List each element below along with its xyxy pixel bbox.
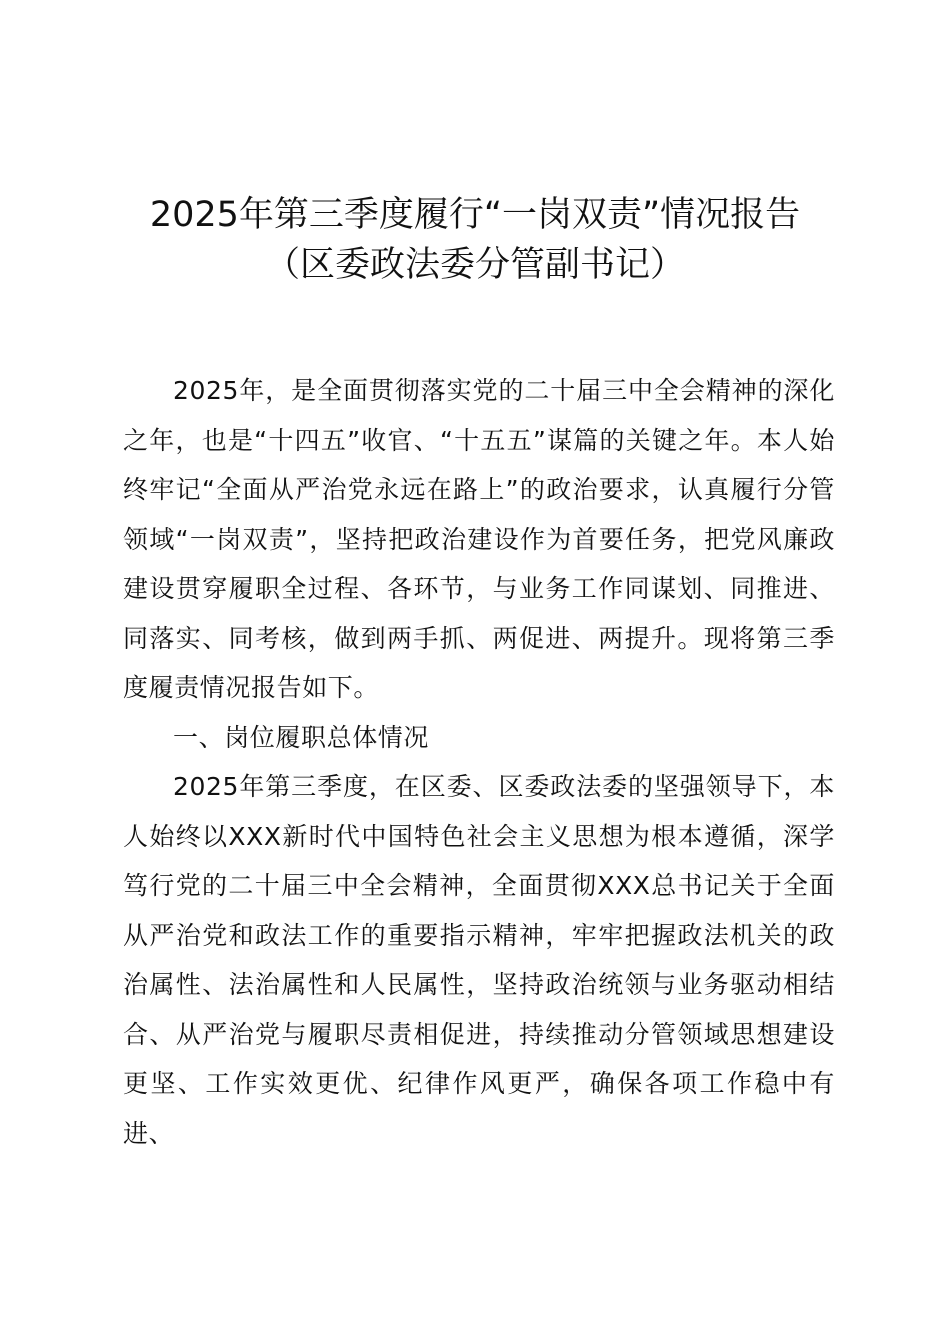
document-body — [123, 366, 835, 1158]
title-line-1: 2025年第三季度履行“一岗双责”情况报告 — [149, 195, 801, 235]
title-line-2: （区委政法委分管副书记） — [264, 245, 685, 285]
section-heading-1: 一、岗位履职总体情况 — [173, 722, 430, 752]
section-1-paragraph: 2025年第三季度，在区委、区委政法委的坚强领导下，本人始终以XXX新时代中国特色社会主义思想为根本遵循，深学笃行党的二十届三中全会精神，全面贯彻XXX总书记关于全面从严治党和政法工作的重要指示精神，牢牢把握政法机关的政治属性、法治属性和人民属性，坚持政治统领与业务驱动相结合、从严治党与履职尽责相促进，持续推动分管领域思想建设更坚、工作实效更优、纪律作风更严，确保各项工作稳中有进、 — [123, 772, 835, 1148]
document-title — [80, 190, 870, 290]
intro-paragraph: 2025年，是全面贯彻落实党的二十届三中全会精神的深化之年，也是“十四五”收官、“十五五”谋篇的关键之年。本人始终牢记“全面从严治党永远在路上”的政治要求，认真履行分管领域“一岗双责”，坚持把政治建设作为首要任务，把党风廉政建设贯穿履职全过程、各环节，与业务工作同谋划、同推进、同落实、同考核，做到两手抓、两促进、两提升。现将第三季度履责情况报告如下。 — [123, 376, 835, 702]
